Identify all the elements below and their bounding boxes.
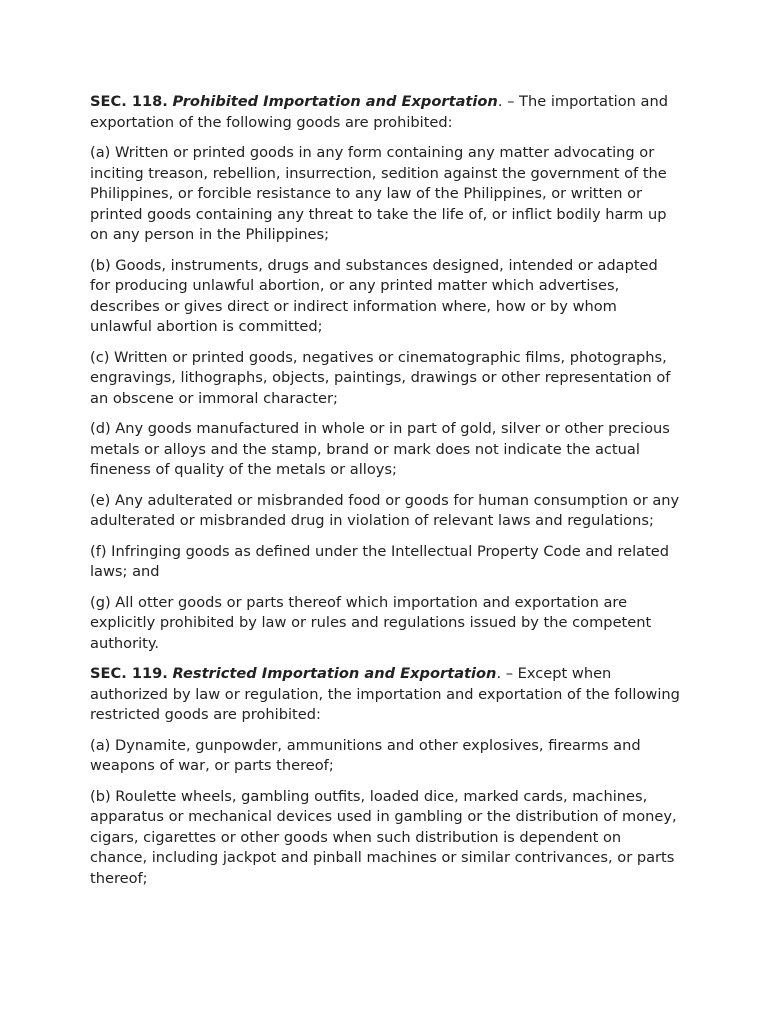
section-119-heading: [90, 664, 682, 726]
document-page: [90, 92, 682, 899]
section-119-title-punct: .: [496, 665, 502, 682]
section-118-item-a: (a) Written or printed goods in any form containing any matter advocating or inciting treason, rebellion, insurrection, sedition against the government of the Philippines, or forcible resistance to any law of the Philippines, or written or printed goods containing any threat to take the life of, or inflict bodily harm up on any person in the Philippines;: [90, 144, 667, 243]
section-118-number: SEC. 118.: [90, 93, 168, 110]
section-119-intro: – Except when authorized by law or regulation, the importation and exportation of the following restricted goods are prohibited:: [90, 665, 680, 723]
section-118-heading: [90, 92, 682, 133]
section-118-item-d: (d) Any goods manufactured in whole or in part of gold, silver or other precious metals or alloys and the stamp, brand or mark does not indicate the actual fineness of quality of the metals or alloys;: [90, 420, 670, 478]
section-119-title: Restricted Importation and Exportation: [172, 665, 497, 682]
section-118-item-c: (c) Written or printed goods, negatives or cinematographic films, photographs, engravings, lithographs, objects, paintings, drawings or other representation of an obscene or immoral character;: [90, 348, 671, 407]
section-118-intro: – The importation and exportation of the following goods are prohibited:: [90, 93, 669, 131]
section-119-number: SEC. 119.: [90, 665, 168, 682]
section-118-item-f: (f) Infringing goods as defined under the Intellectual Property Code and related laws; and: [90, 542, 670, 580]
section-118-item-b: (b) Goods, instruments, drugs and substances designed, intended or adapted for producing unlawful abortion, or any printed matter which advertises, describes or gives direct or indirect information where, how or by whom unlawful abortion is committed;: [90, 256, 658, 335]
section-118-title: Prohibited Importation and Exportation: [172, 93, 498, 110]
section-119-item-a: (a) Dynamite, gunpowder, ammunitions and other explosives, firearms and weapons of war, or parts thereof;: [90, 736, 641, 774]
section-118-item-g: (g) All otter goods or parts thereof which importation and exportation are explicitly prohibited by law or rules and regulations issued by the competent authority.: [90, 593, 652, 652]
section-119-item-b: (b) Roulette wheels, gambling outfits, loaded dice, marked cards, machines, apparatus or mechanical devices used in gambling or the distribution of money, cigars, cigarettes or other goods when such distribution is dependent on chance, including jackpot and pinball machines or similar contrivances, or parts thereof;: [90, 787, 677, 887]
section-118-title-punct: .: [497, 93, 503, 110]
section-118-item-e: (e) Any adulterated or misbranded food or goods for human consumption or any adulterated or misbranded drug in violation of relevant laws and regulations;: [90, 491, 680, 529]
